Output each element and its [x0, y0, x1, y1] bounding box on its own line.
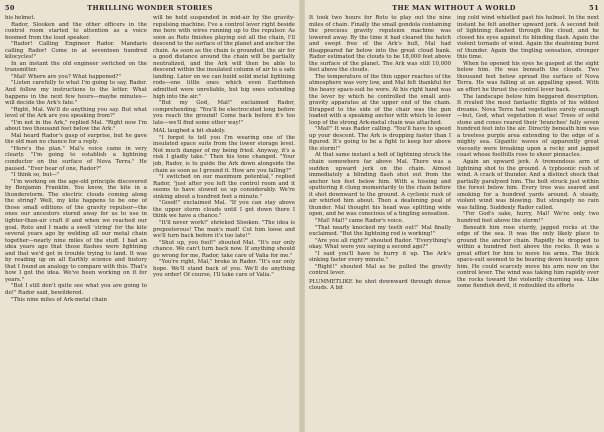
paragraph: The temperature of the thin upper reaches of the atmosphere was very low, and Mal felt thankful for the heavy space-suit he wore. At his right hand was the lever by which he controlled the small anti-gravity apparatus at the upper end of the chain. Strapped to the side of the chair was the gun loaded with a speaking anchor with which to lower loop of the strong Ark-metal chain was attached.: [309, 73, 451, 126]
paragraph: his helmet.: [5, 15, 36, 21]
left-page-columns: [5, 15, 295, 430]
left-column-2: [153, 15, 295, 430]
paragraph: "That nearly knocked my teeth out!" Mal finally exclaimed. "But the lightning rod is working!": [309, 224, 451, 238]
paragraph: "Are you all right?" shouted Rador. "Everything's okay. What were you saying a second ago?": [309, 237, 451, 251]
paragraph: When he opened his eyes he gasped at the sight below him. He was beneath the clouds. Two thousand feet below spread the surface of Nova Terra. He was falling at an appalling speed. With an effort he thrust the control lever back.: [457, 60, 599, 94]
paragraph: Again an upward jerk. A tremendous arm of lightning shot to the ground. A typhoonic rush of wind. A crack of thunder. And a distinct shock that partially paralyzed him. The bolt struck just within the forest below him. Every tree was seared and smoking for a hundred yards around. A steady, violent wind was blowing. But strangely no rain was falling. Suddenly Rador called.: [457, 159, 599, 211]
paragraph: "Rador! Calling Engineer Rador. Mandaris calling Rador! Come in at seventeen hundred kilocycles!": [5, 41, 147, 61]
paragraph: "Good!" exclaimed Mal. "If you can stay above the upper storm clouds until I get down there I think we have a chance.": [153, 200, 295, 220]
paragraph: "Right, Mal. We'll do anything you say. But what level of the Ark are you speaking from?": [5, 106, 147, 120]
paragraph: "I said you'll have to hurry it up. The Ark's sinking faster every minute.": [309, 250, 451, 264]
paragraph: "Here's the plan." Mal's voice came in very clearly. "I'm going to establish a lightning conductor on the surface of Nova Terra." He paused. "Ever hear of one, Rador?": [5, 145, 147, 172]
paragraph: "Mal!" It was Rador calling. "You'll have to speed up your descent. The Ark is dropping faster than I figured. It's going to be a fight to keep her above the storm!": [309, 126, 451, 152]
paragraph: "I forgot to tell you I'm wearing one of the insulated space suits from the lower storage level. Not much danger of my being fried. Anyway, it's a risk I gladly take." Then his tone changed. "Your job, Rador, is to guide the Ark down alongside the chain as soon as I ground it. How are you falling?": [153, 134, 295, 174]
left-page-header: [5, 4, 295, 13]
paragraph: "Mal! Mal!" came Rador's voice.: [315, 217, 404, 224]
paragraph: In an instant the old engineer switched on the transmitter.: [5, 60, 147, 74]
paragraph: will be held suspended in mid-air by the gravity-repulsing machine. I've a control lever right beside me here with wires running up to the repulsor. As soon as Roto finishes playing out all the chain, I'll descend to the surface of the planet and anchor the chain. As soon as the chain is grounded, the air for a good distance around the chain will be partially neutralized, and the Ark will then be able to descend within the insulated column of air to a safe landing. Later on we can build solid metal lightning rods—one little ones which even Earthmen admitted were unreliable, but big ones extending high into the air.": [153, 15, 295, 100]
paragraph: Beneath him rose sturdy, jagged rocks at the edge of the sea. It was the only likely place to ground the anchor chain. Rapidly he dropped to within a hundred feet above the rocks. It was a great effort for him to move his arms. The thick space-suit seemed to be bearing down heavily upon him. He could scarcely move his arm now on the control lever. The wind was taking him rapidly over the rocks toward the violently churning sea. Like some fiendish devil, it redoubled its efforts: [457, 224, 599, 290]
left-column-1: [5, 15, 147, 430]
left-running-head: THRILLING WONDER STORIES: [87, 4, 213, 12]
paragraph: "I switched on our maximum potential," replied Rador, "just after you left the control room and it seems to have slowed us up considerably. We're sinking about a hundred feet a minute.": [153, 174, 295, 200]
paragraph: "I think so, but—": [11, 172, 60, 179]
paragraph: "This nine miles of Ark-metal chain: [11, 296, 107, 303]
right-page-number: 51: [589, 4, 599, 12]
paragraph: "For God's sake, hurry, Mal! We're only two hundred feet above the storm!": [457, 211, 599, 224]
left-page-number: 50: [5, 4, 15, 12]
paragraph: "But I still don't quite see what you are going to do!" Rador said, bewildered.: [5, 283, 147, 296]
section-opening-paragraph: MAL laughed a bit shakily.: [153, 128, 226, 135]
paragraph: "Shut up, you fool!" shouted Mal. "It's our only chance. We can't turn back now. If anything should go wrong for me, Rador, take care of Valia for me.": [153, 239, 295, 259]
paragraph: "It'll never work!" shrieked Slooken. "The idea is preposterous! The man's mad! Cut him loose and we'll turn back before it's too late!": [153, 219, 295, 240]
paragraph: "You're right, Mal," broke in Rador. "It's our only hope. We'll stand back of you. We'll do anything you order! Of course, I'll take care of Valia.": [153, 259, 295, 279]
paragraph: "I'm working on the age-old principle discovered by Benjamin Franklin. You know, the kite in a thunderstorm. The electric clouds coming along the string? Well, my kite happens to be one of those small editions of the gravity repulsor—the ones our ancestors stored away for us to use in lighter-than-air craft if and when we reached our goal. Roto and I made a swell 'string' for the kite several years ago by welding all our metal chain together—nearly nine miles of the stuff. I had an idea years ago that those flashes were lightning and that we'd get in trouble trying to land. It was by reading up on all Earthly science and history that I found an analogy to compare with this. That's how I got the idea. We've been working on it for years.": [5, 178, 147, 283]
paragraph: Mal heard Rador's gasp of surprise, but he gave the old man no chance for a reply.: [5, 132, 147, 146]
paragraph: ing cold wind whistled past his helmet. In the next instant he felt another upward jerk. A second bolt of lightning flashed through the cloud, and he closed his eyes against its blinding flash. Again the violent tornado of wind. Again the deafening burst of thunder. Again the tingling sensation, stronger this time.: [457, 15, 599, 61]
paragraph: "But my God, Mal!" exclaimed Rador, comprehending. "You'll be electrocuted long before you reach the ground! Come back before it's too late—we'll find some other way!": [153, 100, 295, 126]
paragraph: At that same instant a bolt of lightning struck the chain somewhere far above Mal. There was a sudden upward jerk on the chain. Almost immediately a blinding flash shot out from the anchor ten feet below him. With a hissing and sputtering it clung momentarily to the chain before it shot downward to the ground. A cyclonic rush of air whirled him about. Then a deafening peal of thunder. Mal thought his head was splitting wide open, and he was conscious of a tingling sensation.: [309, 152, 451, 218]
right-page-header: [309, 4, 599, 13]
paragraph: Rador, Slooken and the other officers in the control room started to attention as a voice boomed from the loud speaker.: [5, 21, 147, 41]
paragraph: It took two hours for Roto to play out the nine miles of chain. Finally the small gondola containing the precious gravity repulsion machine was lowered away. By the time it had cleared the hatch and swept free of the Ark's hull, Mal had disappeared far below into the great cloud bank. Rador estimated the clouds to be 18,000 feet above the surface of the planet. The Ark was still 10,000 feet above the clouds.: [309, 15, 451, 74]
right-page: [304, 0, 604, 432]
right-running-head: THE MAN WITHOUT A WORLD: [392, 4, 516, 12]
paragraph: The landscape below him beggared description. It rivaled the most fantastic flights of his wildest dreams. Nova Terra had vegetation surely enough—but, God, what vegetation it was! Trees of solid stone and cones reared their 'branches' fully seven hundred feet into the air. Directly beneath him was a treeless purple area extending to the edge of a mighty sea. Gigantic waves of apparently great viscosity were breaking upon a rocky and jagged coast whose foothills rose to sheer pinnacles.: [457, 93, 599, 159]
paragraph: "I'm not in the Ark," replied Mal. "Right now I'm about two thousand feet below the Ark.": [5, 119, 147, 133]
paragraph: "Right!" shouted Mal as he pulled the gravity control lever.: [309, 263, 451, 277]
section-opening-paragraph: PLUMMETLIKE he shot downward through dense clouds. A bit: [309, 278, 451, 292]
right-column-2: [457, 15, 599, 430]
paragraph: "Listen carefully to what I'm going to say, Rador. And follow my instructions to the letter. What happens in the next few hours—maybe minutes—will decide the Ark's fate.": [5, 80, 147, 107]
right-column-1: [309, 15, 451, 430]
left-page: [0, 0, 300, 432]
right-page-columns: [309, 15, 599, 430]
paragraph: "Mal! Where are you? What happened?": [11, 73, 121, 80]
